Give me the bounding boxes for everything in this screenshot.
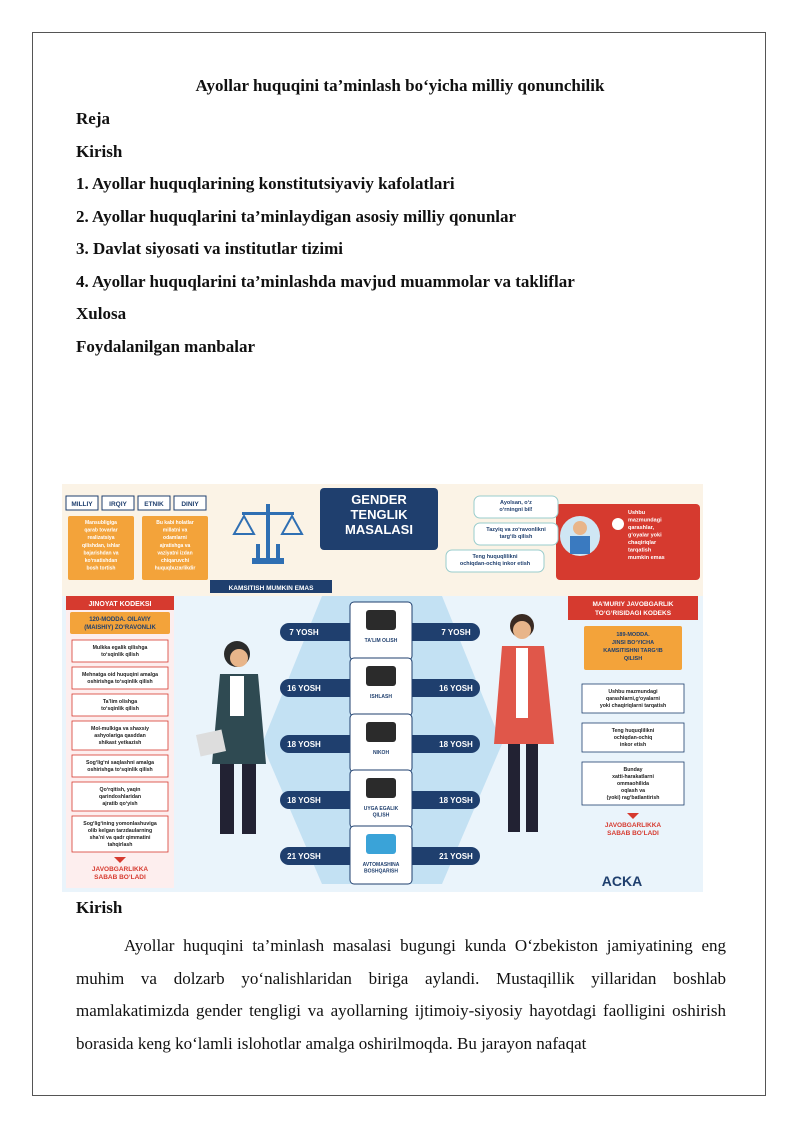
section-heading: Kirish xyxy=(76,898,123,917)
plan-item: Kirish xyxy=(76,141,123,161)
left-header: JINOYAT KODEKSI xyxy=(88,601,152,608)
age-left: 7 YOSH xyxy=(289,628,319,637)
intro-paragraph: Ayollar huquqini ta’minlash masalasi bugungi kunda O‘zbekiston jamiyatining eng muhim va dolzarb yo‘nalishlaridan biriga aylandi. Mustaqillik yillaridan boshlab mamlakatimizda gender tengligi va ayollarning ijtimoiy-siyosiy hayotdagi faolligini oshirish borasida keng ko‘lamli islohotlar amalga oshirilmoqda. Bu jarayon nafaqat xyxy=(76,936,726,1053)
briefcase-icon xyxy=(366,666,396,686)
age-right: 18 YOSH xyxy=(439,796,473,805)
age-left: 18 YOSH xyxy=(287,796,321,805)
speech-text: Ayolsan, o‘z o‘rningni bil! xyxy=(499,500,533,513)
left-item-box xyxy=(72,694,168,716)
info-box-text: Mansubligiga qarab tovarlar realizatsiya qilishdan, ishlar bajarishdan va ko‘rsatishdan bosh tortish xyxy=(81,520,121,572)
age-activity-label: AVTOMASHINA BOSHQARISH xyxy=(362,862,400,875)
tag-label: MILLIY xyxy=(71,501,93,508)
right-item-text: Ushbu mazmundagi qarashlarni,g‘oyalarni yoki chaqiriqlarni tarqatish xyxy=(599,689,667,709)
kamsitish-text: KAMSITISH MUMKIN EMAS xyxy=(228,585,314,592)
right-item-text: Bunday xatti-harakatlarni ommaohilida oqlash va (yoki) rag‘batlantirish xyxy=(606,767,660,801)
left-item-box xyxy=(72,755,168,777)
info-box-text: Bu kabi holatlar millatni va odamlarni ajratishga va vaziyatni izdan chiqaruvchi huquqbuzarlikdir xyxy=(154,520,196,572)
left-item-text: Sog‘lig‘ni saqlashni amalga oshirishga to‘sqinlik qilish xyxy=(85,760,155,773)
plan-item: Xulosa xyxy=(76,304,127,323)
plan-item: 1. Ayollar huquqlarining konstitutsiyaviy kafolatlari xyxy=(76,174,455,193)
tag-label: ETNIK xyxy=(144,501,164,508)
left-item-text: Mulkka egalik qilishga to‘sqinlik qilish xyxy=(92,645,148,658)
age-right: 18 YOSH xyxy=(439,740,473,749)
age-right: 16 YOSH xyxy=(439,684,473,693)
age-activity-label: NIKOH xyxy=(372,750,390,756)
age-right: 21 YOSH xyxy=(439,852,473,861)
rings-icon xyxy=(366,722,396,742)
plan-list xyxy=(76,108,575,368)
plan-item: 4. Ayollar huquqlarini ta’minlashda mavjud muammolar va takliflar xyxy=(76,271,575,291)
plan-item: Reja xyxy=(76,109,110,128)
right-item-text: Teng huquqlilikni ochiqdan-ochiq inkor etish xyxy=(611,728,655,748)
age-right: 7 YOSH xyxy=(441,628,471,637)
tag-label: DINIY xyxy=(181,501,199,508)
left-item-text: Qo‘rqitish, yaqin qarindoshlaridan ajratib qo‘yish xyxy=(98,787,142,807)
age-activity-label: TA’LIM OLISH xyxy=(364,638,398,644)
left-footer: JAVOBGARLIKKA SABAB BO‘LADI xyxy=(91,866,149,881)
plan-item: 3. Davlat siyosati va institutlar tizimi xyxy=(76,239,343,258)
right-header: MA’MURIY JAVOBGARLIK TO‘G‘RISIDAGI KODEKS xyxy=(592,601,674,617)
age-left: 18 YOSH xyxy=(287,740,321,749)
logo: ACKA xyxy=(601,873,643,889)
age-left: 21 YOSH xyxy=(287,852,321,861)
gender-equality-infographic xyxy=(62,484,703,892)
left-item-box xyxy=(72,640,168,662)
age-activity-label: UYGA EGALIK QILISH xyxy=(363,806,399,819)
car-icon xyxy=(366,834,396,854)
left-item-box xyxy=(72,667,168,689)
plan-item: 2. Ayollar huquqlarini ta’minlaydigan asosiy milliy qonunlar xyxy=(76,206,517,226)
right-article: 189-MODDA. JINSI BO‘YICHA KAMSITISHNI TARG‘IB QILISH xyxy=(603,632,663,662)
right-footer: JAVOBGARLIKKA SABAB BO‘LADI xyxy=(604,822,662,837)
speech-text: Teng huquqlilikni ochiqdan-ochiq inkor etish xyxy=(459,554,531,567)
warning-text: Ushbu mazmundagi qarashlar, g‘oyalar yoki chaqiriqlar tarqatish mumkin emas xyxy=(628,510,665,561)
left-item-text: Ta’lim olishga to‘sqinlik qilish xyxy=(101,699,139,712)
left-article: 120-MODDA. OILAVIY (MAISHIY) ZO‘RAVONLIK xyxy=(84,617,156,631)
speech-text: Tazyiq va zo‘ravonlikni targ‘ib qilish xyxy=(486,527,546,540)
left-item-text: Sog‘lig‘ining yomonlashuviga olib kelgan tarzdaularning sha’ni va qadr qimmatini tahqirlash xyxy=(83,821,157,848)
tag-label: IRQIY xyxy=(109,501,127,508)
left-item-text: Mol-mulkiga va shaxsiy ashyolariga qasddan shikast yetkazish xyxy=(91,726,149,746)
plan-item: Foydalanilgan manbalar xyxy=(76,336,256,356)
age-activity-label: ISHLASH xyxy=(370,694,392,700)
house-icon xyxy=(366,778,396,798)
age-left: 16 YOSH xyxy=(287,684,321,693)
infographic-svg xyxy=(62,484,703,892)
infographic-title: GENDER TENGLIK MASALASI xyxy=(345,492,413,537)
graduation-cap-icon xyxy=(366,610,396,630)
left-item-text: Mehnatga oid huquqini amalga oshirishga to‘sqinlik qilish xyxy=(81,672,159,685)
document-title: Ayollar huquqini ta’minlash bo‘yicha milliy qonunchilik xyxy=(195,76,605,95)
